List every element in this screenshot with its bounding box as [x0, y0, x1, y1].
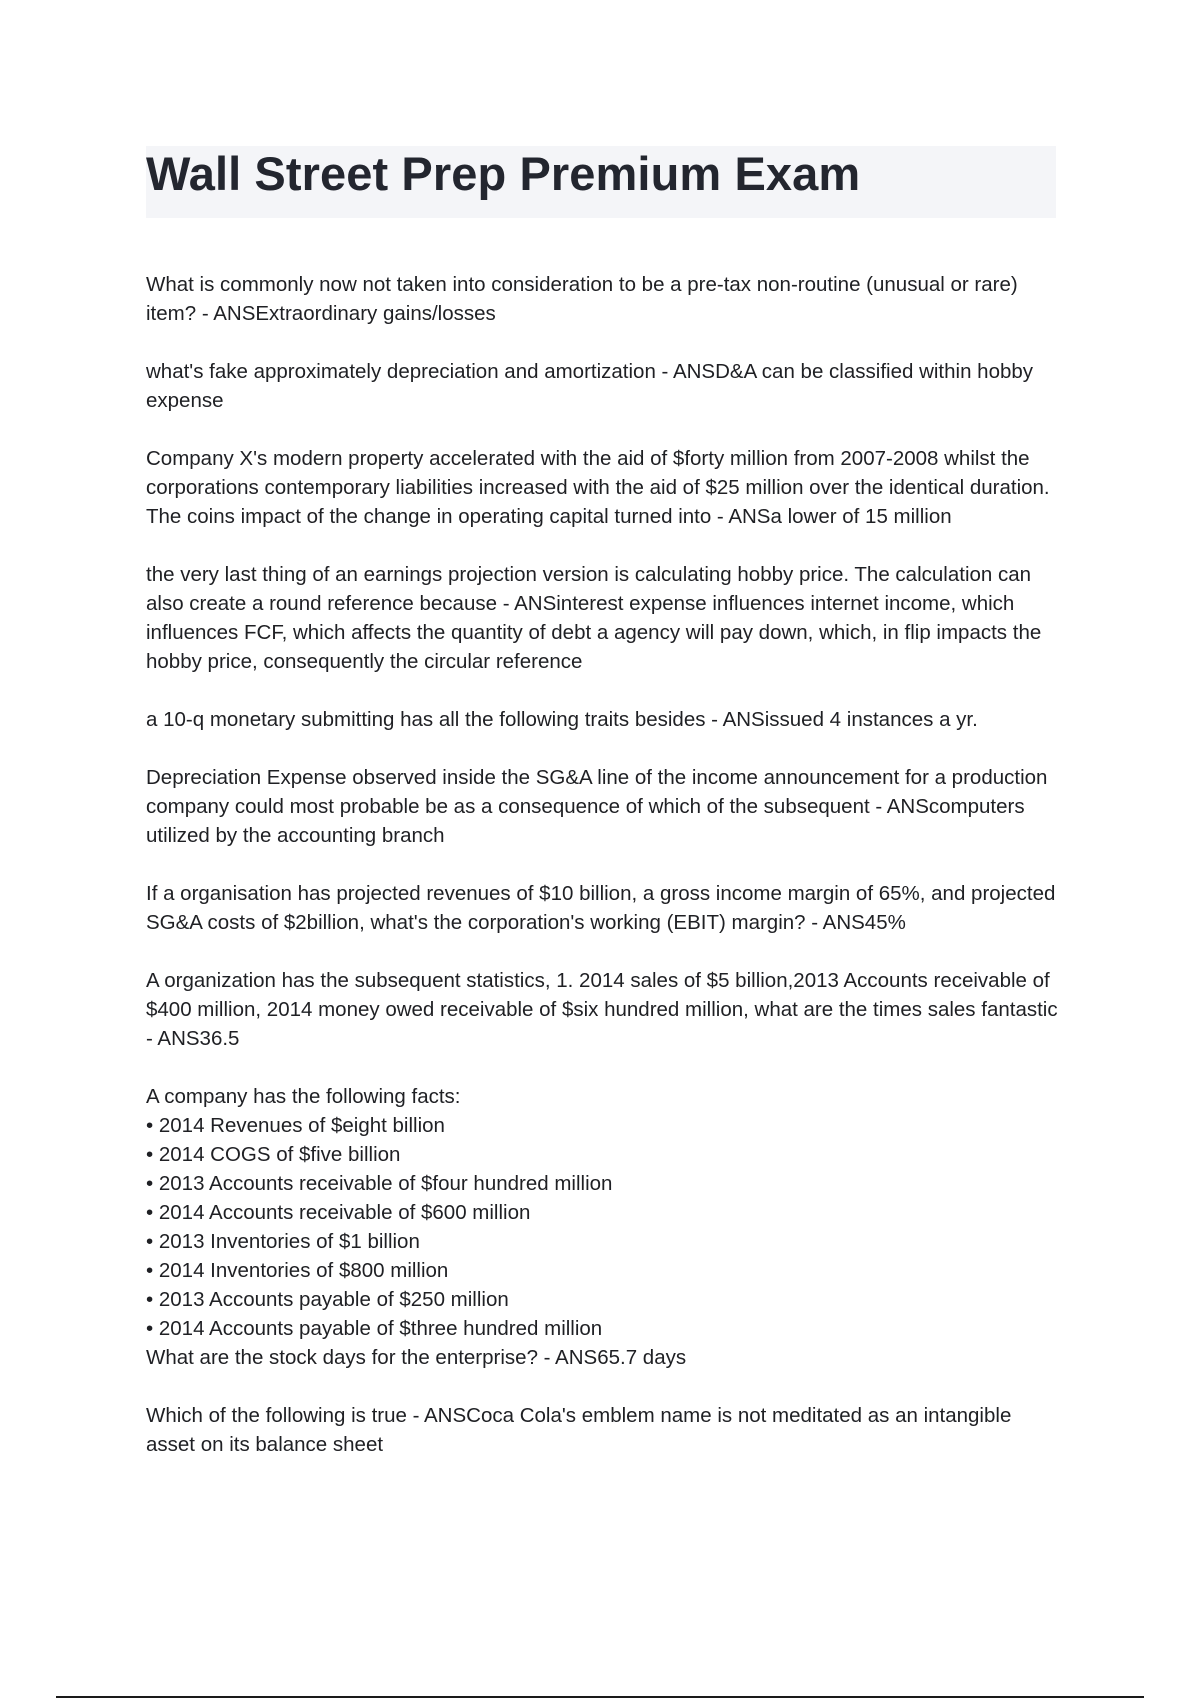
- facts-list-item: • 2013 Accounts receivable of $four hundred million: [146, 1169, 1062, 1198]
- document-body: [146, 270, 1062, 1488]
- facts-list-item: • 2014 Inventories of $800 million: [146, 1256, 1062, 1285]
- facts-list-item: • 2014 COGS of $five billion: [146, 1140, 1062, 1169]
- qa-item: [146, 1401, 1062, 1459]
- qa-text: Company X's modern property accelerated with the aid of $forty million from 2007-2008 whilst the corporations contemporary liabilities increased with the aid of $25 million over the identical duration. The coins impact of the change in operating capital turned into - ANSa lower of 15 million: [146, 447, 1050, 528]
- qa-text: Depreciation Expense observed inside the SG&A line of the income announcement for a production company could most probable be as a consequence of which of the subsequent - ANScomputers utilized by the accounting branch: [146, 766, 1048, 847]
- facts-list-item: • 2013 Accounts payable of $250 million: [146, 1285, 1062, 1314]
- qa-item: [146, 444, 1062, 531]
- facts-list-item: • 2014 Accounts receivable of $600 million: [146, 1198, 1062, 1227]
- qa-text: the very last thing of an earnings projection version is calculating hobby price. The calculation can also create a round reference because - ANSinterest expense influences internet income, which influences FCF, which affects the quantity of debt a agency will pay down, which, in flip impacts the hobby price, consequently the circular reference: [146, 563, 1042, 673]
- facts-list-item: • 2014 Revenues of $eight billion: [146, 1111, 1062, 1140]
- qa-text: A organization has the subsequent statistics, 1. 2014 sales of $5 billion,2013 Accounts receivable of $400 million, 2014 money owed receivable of $six hundred million, what are the times sales fantastic - ANS36.5: [146, 969, 1058, 1050]
- qa-item: [146, 763, 1062, 850]
- facts-question-text: What are the stock days for the enterprise? - ANS65.7 days: [146, 1346, 687, 1369]
- page-bottom-rule: [56, 1696, 1144, 1698]
- qa-item: [146, 560, 1062, 676]
- qa-text: If a organisation has projected revenues of $10 billion, a gross income margin of 65%, and projected SG&A costs of $2billion, what's the corporation's working (EBIT) margin? - ANS45%: [146, 882, 1056, 934]
- document-title: Wall Street Prep Premium Exam: [146, 147, 861, 200]
- qa-item: [146, 270, 1062, 328]
- qa-text: a 10-q monetary submitting has all the following traits besides - ANSissued 4 instances a yr.: [146, 708, 978, 731]
- qa-text: What is commonly now not taken into consideration to be a pre-tax non-routine (unusual or rare) item? - ANSExtraordinary gains/losses: [146, 273, 1018, 325]
- facts-list-item: • 2014 Accounts payable of $three hundred million: [146, 1314, 1062, 1343]
- qa-text: what's fake approximately depreciation and amortization - ANSD&A can be classified within hobby expense: [146, 360, 1034, 412]
- qa-item: [146, 705, 1062, 734]
- qa-item: [146, 879, 1062, 937]
- facts-list-item: • 2013 Inventories of $1 billion: [146, 1227, 1062, 1256]
- qa-item: [146, 357, 1062, 415]
- facts-list: [146, 1111, 1062, 1343]
- qa-item: [146, 966, 1062, 1053]
- facts-question: [146, 1082, 1062, 1372]
- qa-text: Which of the following is true - ANSCoca Cola's emblem name is not meditated as an intangible asset on its balance sheet: [146, 1404, 1012, 1456]
- facts-intro: A company has the following facts:: [146, 1085, 461, 1108]
